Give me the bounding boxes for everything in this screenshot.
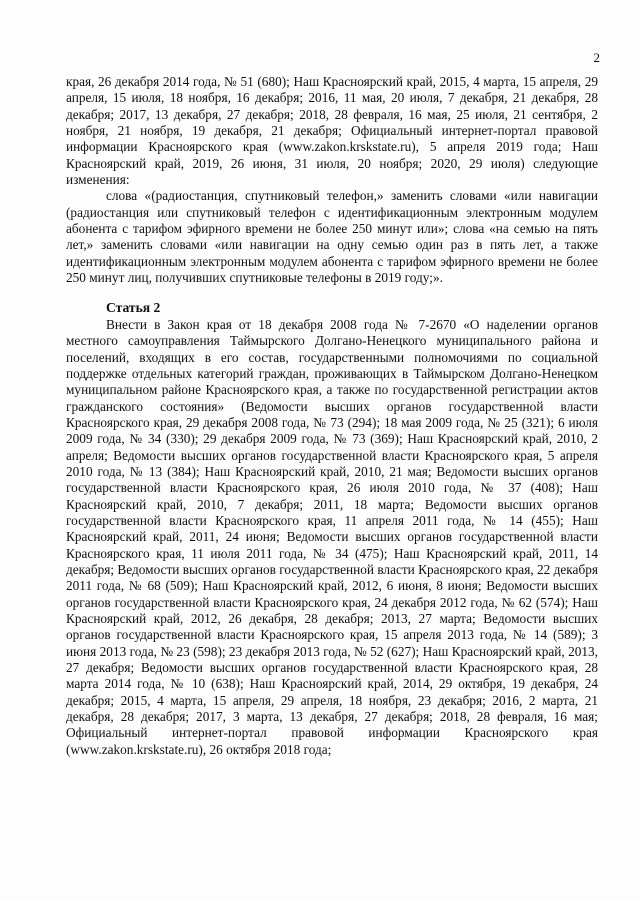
paragraph-continuation: края, 26 декабря 2014 года, № 51 (680); Наш Красноярский край, 2015, 4 марта, 15 апреля, 29 апреля, 15 июля, 18 ноября, 16 декабря; 2016, 11 мая, 20 июля, 7 декабря, 21 декабря, 28 декабря; 2017, 13 декабря, 27 декабря; 2018, 28 февраля, 16 мая, 25 июля, 21 сентября, 2 ноября, 21 ноября, 19 декабря, 21 декабря; Официальный интернет-портал правовой информации Красноярского края (www.zakon.krskstate.ru), 5 апреля 2019 года; Наш Красноярский край, 2019, 26 июня, 31 июля, 20 ноября; 2020, 29 июля) следующие изменения: [66, 74, 598, 188]
paragraph-article-2: Внести в Закон края от 18 декабря 2008 года № 7-2670 «О наделении органов местного самоуправления Таймырского Долгано-Ненецкого муниципального района и поселений, входящих в его состав, государственными полномочиями по социальной поддержке отдельных категорий граждан, проживающих в Таймырском Долгано-Ненецком муниципальном районе Красноярского края, а также по государственной регистрации актов гражданского состояния» (Ведомости высших органов государственной власти Красноярского края, 29 декабря 2008 года, № 73 (294); 18 мая 2009 года, № 25 (321); 6 июля 2009 года, № 34 (330); 29 декабря 2009 года, № 73 (369); Наш Красноярский край, 2010, 2 апреля; Ведомости высших органов государственной власти Красноярского края, 5 апреля 2010 года, № 13 (384); Наш Красноярский край, 2010, 21 мая; Ведомости высших органов государственной власти Красноярского края, 26 июля 2010 года, № 37 (408); Наш Красноярский край, 2010, 7 декабря; 2011, 18 марта; Ведомости высших органов государственной власти Красноярского края, 11 апреля 2011 года, № 14 (455); Наш Красноярский край, 2011, 24 июня; Ведомости высших органов государственной власти Красноярского края, 11 июля 2011 года, № 34 (475); Наш Красноярский край, 2011, 14 декабря; Ведомости высших органов государственной власти Красноярского края, 22 декабря 2011 года, № 68 (509); Наш Красноярский край, 2012, 6 июня, 8 июня; Ведомости высших органов государственной власти Красноярского края, 24 декабря 2012 года, № 62 (574); Наш Красноярский край, 2012, 26 декабря, 28 декабря; 2013, 27 марта; Ведомости высших органов государственной власти Красноярского края, 15 апреля 2013 года, № 14 (589); 3 июня 2013 года, № 23 (598); 23 декабря 2013 года, № 52 (627); Наш Красноярский край, 2013, 27 декабря; Ведомости высших органов государственной власти Красноярского края, 28 марта 2014 года, № 10 (638); Наш Красноярский край, 2014, 29 октября, 19 декабря, 24 декабря; 2015, 4 марта, 15 апреля, 29 апреля, 18 ноября, 23 декабря; 2016, 2 марта, 21 декабря, 28 декабря; 2017, 3 марта, 13 декабря, 27 декабря; 2018, 28 февраля, 16 мая; Официальный интернет-портал правовой информации Красноярского края (www.zakon.krskstate.ru), 26 октября 2018 года; [66, 316, 598, 757]
document-body [66, 74, 598, 758]
paragraph-amendment-text: слова «(радиостанция, спутниковый телефон,» заменить словами «или навигации (радиостанция или спутниковый телефон с идентификационным электронным модулем абонента с тарифом эфирного времени не более 250 минут или»; слова «на семью на пять лет,» заменить словами «или навигации на одну семью один раз в пять лет, а также идентификационным электронным модулем абонента с тарифом эфирного времени не более 250 минут лиц, получивших спутниковые телефоны в 2019 году;». [66, 188, 598, 286]
page-number: 2 [593, 50, 600, 65]
article-heading: Статья 2 [106, 300, 161, 316]
